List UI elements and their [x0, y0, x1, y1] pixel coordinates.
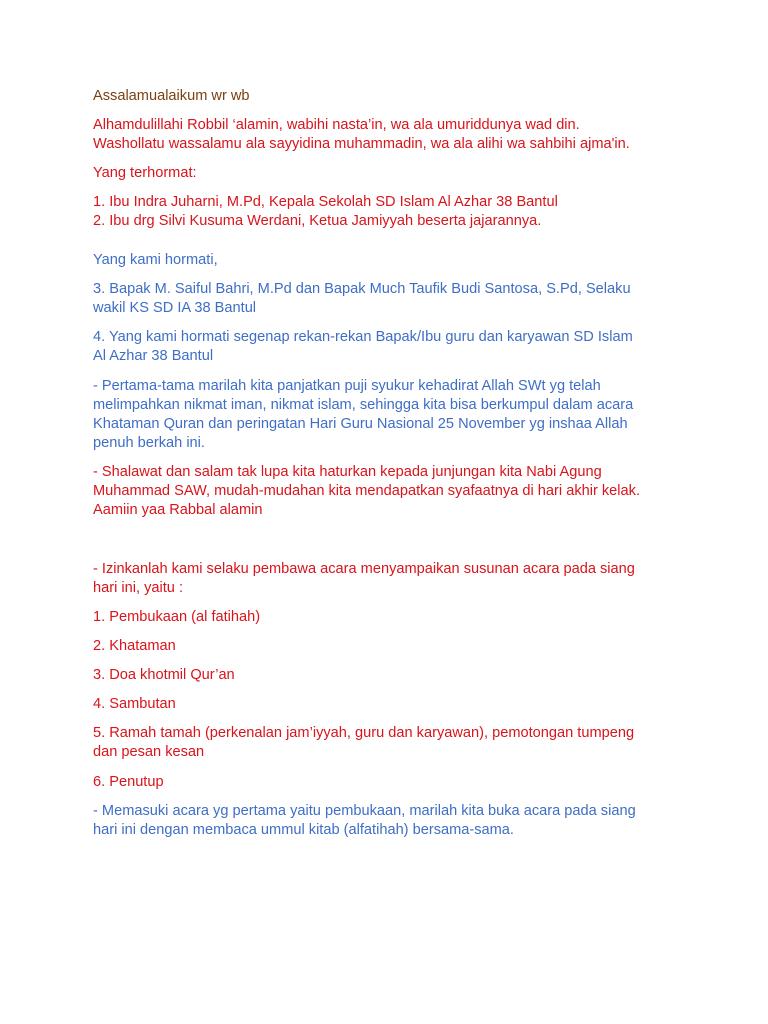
respected-heading: Yang kami hormati,: [93, 252, 218, 268]
opening-line: Washollatu wassalamu ala sayyidina muhammadin, wa ala alihi wa sahbihi ajma'in.: [93, 136, 630, 152]
respected-item-4: 4. Yang kami hormati segenap rekan-rekan Bapak/Ibu guru dan karyawan SD Islam Al Azhar 38 Bantul: [93, 329, 633, 364]
agenda-item: 2. Khataman: [93, 638, 176, 654]
honored-list: [93, 193, 693, 231]
greeting-text: Assalamualaikum wr wb: [93, 88, 250, 104]
agenda-item: 3. Doa khotmil Qur’an: [93, 667, 235, 683]
honored-list-item: 2. Ibu drg Silvi Kusuma Werdani, Ketua Jamiyyah beserta jajarannya.: [93, 213, 542, 229]
closing-paragraph: - Memasuki acara yg pertama yaitu pembukaan, marilah kita buka acara pada siang hari ini dengan membaca ummul kitab (alfatihah) bersama-sama.: [93, 803, 636, 838]
honored-list-item: 1. Ibu Indra Juharni, M.Pd, Kepala Sekolah SD Islam Al Azhar 38 Bantul: [93, 194, 558, 210]
honored-heading: Yang terhormat:: [93, 165, 197, 181]
agenda-item: 1. Pembukaan (al fatihah): [93, 609, 261, 625]
opening-paragraph: [93, 116, 693, 154]
opening-line: Alhamdulillahi Robbil ‘alamin, wabihi nasta’in, wa ala umuriddunya wad din.: [93, 117, 580, 133]
agenda-item: 4. Sambutan: [93, 696, 176, 712]
gratitude-paragraph: - Pertama-tama marilah kita panjatkan puji syukur kehadirat Allah SWt yg telah melimpahkan nikmat iman, nikmat islam, sehingga kita bisa berkumpul dalam acara Khataman Quran dan peringatan Hari Guru Nasional 25 November yg inshaa Allah penuh berkah ini.: [93, 378, 634, 451]
agenda-item: 5. Ramah tamah (perkenalan jam’iyyah, guru dan karyawan), pemotongan tumpeng dan pesan kesan: [93, 725, 635, 760]
shalawat-paragraph: - Shalawat dan salam tak lupa kita haturkan kepada junjungan kita Nabi Agung Muhammad SAW, mudah-mudahan kita mendapatkan syafaatnya di hari akhir kelak. Aamiin yaa Rabbal alamin: [93, 464, 641, 518]
agenda-intro: - Izinkanlah kami selaku pembawa acara menyampaikan susunan acara pada siang hari ini, yaitu :: [93, 561, 635, 596]
respected-item-3: 3. Bapak M. Saiful Bahri, M.Pd dan Bapak Much Taufik Budi Santosa, S.Pd, Selaku wakil KS SD IA 38 Bantul: [93, 281, 631, 316]
agenda-item: 6. Penutup: [93, 774, 164, 790]
